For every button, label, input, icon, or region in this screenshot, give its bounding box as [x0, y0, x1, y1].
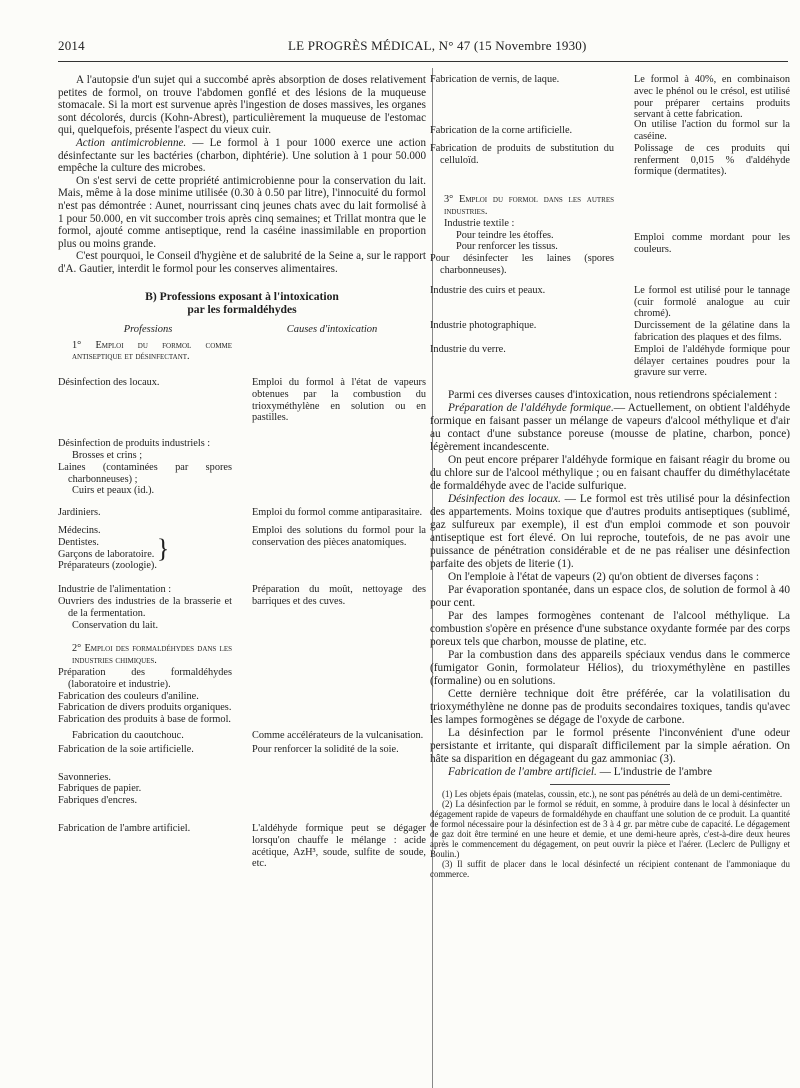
footnote-2: (2) La désinfection par le formol se réduit, en somme, à produire dans le local à désinfecter un dégagement rapide de vapeurs de formaldéhyde en chauffant une solution de ce produit. La quantité de formol nécessaire pour la désinfection est de 3 à 4 gr. par mètre cube de capacité. Le dégagement de gaz doit être terminé en une heure et demie, et une demi-heure après, c'est-à-dire deux heures après le commencement du dégagement, on peut ouvrir la pièce et l'aérer. (Leclerc de Pulligny et Boulin.) [430, 799, 790, 860]
profession-cell: Désinfection des locaux. [58, 377, 160, 389]
amber-text: — L'industrie de l'ambre [596, 766, 712, 779]
profession-subitem: Fabrication des couleurs d'aniline. [58, 690, 199, 702]
brace-glyph: } [156, 533, 170, 563]
profession-subitem: Brosses et crins ; [72, 450, 143, 462]
footnote-1: (1) Les objets épais (matelas, coussin, etc.), ne sont pas pénétrés au delà de un demi-centimètre. [442, 789, 783, 800]
section-b-line1: B) Professions exposant à l'intoxication [145, 289, 339, 303]
cause-cell: Emploi du formol comme antiparasitaire. [252, 507, 423, 519]
profession-subitem: Préparation des formaldéhydes (laboratoire et industrie). [58, 667, 232, 690]
profession-cell: Fabrication du caoutchouc. [72, 730, 184, 742]
col-head-professions: Professions [123, 323, 173, 335]
table-row [58, 340, 426, 364]
table-row [58, 730, 426, 742]
profession-cell: Fabrication de l'ambre artificiel. [58, 823, 191, 834]
profession-subitem: Pour teindre les étoffes. [456, 229, 554, 241]
text-paragraph: La désinfection par le formol présente l'inconvénient d'une odeur persistante et irritante, qui disparaît difficilement par la simple aération. On hâte sa disparition en dégageant du gaz ammoniac (3). [430, 727, 790, 766]
table-row [58, 667, 426, 726]
profession-subtitle: Industrie de l'alimentation : [58, 584, 172, 596]
action-text: — Le formol à 1 pour 1000 exerce une action désinfectante sur les bactéries (charbon, diphtérie). Une solution à 1 pour 50.000 empêche la culture des microbes. [58, 136, 427, 175]
table-row [58, 772, 426, 807]
section-b-heading [58, 290, 426, 316]
professions-table-continued [430, 74, 790, 379]
text-paragraph: Par évaporation spontanée, dans un espace clos, de solution de formol à 40 pour cent. [430, 584, 790, 610]
profession-cell: Fabrication de la soie artificielle. [58, 743, 194, 755]
cause-cell: Emploi du formol à l'état de vapeurs obtenues par la combustion du trioxyméthylène en solution ou en pastilles. [252, 377, 426, 424]
profession-subitem: Laines (contaminées par spores charbonneuses) ; [58, 461, 232, 485]
profession-item: Fabriques de papier. [58, 783, 142, 795]
profession-cell [430, 218, 620, 277]
profession-subitem: Fabrication de divers produits organiques. [58, 702, 232, 714]
cause-cell: Emploi de l'aldéhyde formique pour délayer certaines poudres pour la gravure sur verre. [634, 343, 790, 379]
table-row [430, 74, 790, 121]
profession-cell [58, 438, 238, 497]
amber-title: Fabrication de l'ambre artificiel. [448, 766, 597, 779]
action-title: Action antimicrobienne. [76, 136, 187, 149]
profession-subitem: Ouvriers des industries de la brasserie et de la fermentation. [58, 596, 232, 619]
col-head-causes: Causes d'intoxication [286, 323, 378, 335]
profession-item: Savonneries. [58, 771, 111, 783]
preparation-text: — Actuellement, on obtient l'aldéhyde formique en faisant passer un mélange de vapeurs d'alcool méthylique et d'air au contact d'une substance poreuse (mousse de platine, charbon, ponce) légèrement incandescente. [430, 402, 790, 454]
left-column [58, 74, 426, 870]
cause-cell: Polissage de ces produits qui renferment 0,015 % d'aldéhyde formique (dermatites). [634, 142, 790, 178]
milk-paragraph: On s'est servi de cette propriété antimicrobienne pour la conservation du lait. Mais, même à la dose minime utilisée (0.30 à 0.50 par litre), l'innocuité du formol n'est pas démontrée : Aunet, nourrissant cinq jeunes chats avec du lait formolisé à 1 pour 50.000, en vit succomber trois après cinq semaines; et Trillat montra que le formol, ajouté comme antiseptique, rend la caséine inassimilable en proportion plus ou moins grande. [58, 174, 426, 250]
profession-subitem: Fabrication des produits à base de formol. [58, 714, 232, 726]
cause-cell: Le formol à 40%, en combinaison avec le phénol ou le crésol, est utilisé pour préparer certains produits servant à cette fabrication. [634, 74, 790, 121]
profession-cell: Industrie des cuirs et peaux. [430, 284, 546, 296]
cause-cell: Comme accélérateurs de la vulcanisation. [252, 730, 424, 742]
profession-item: Fabriques d'encres. [58, 795, 138, 807]
profession-cell: Industrie du verre. [430, 343, 506, 355]
table-row [58, 507, 426, 519]
profession-subtitle: Désinfection de produits industriels : [58, 438, 211, 450]
disinfection-text: — Le formol est très utilisé pour la désinfection des appartements. Moins toxique que d'autres produits antiseptiques (sublimé, gaz sulfureux par exemple), il est d'un emploi commode et son pouvoir antiseptique est fort élevé. On lui reproche, toutefois, de ne pas avoir une puissance de pénétration considérable et de ne pas réaliser une désinfection parfaite des objets de literie (1). [430, 493, 791, 571]
profession-item: Préparateurs (zoologie). [58, 560, 157, 572]
footnote-rule [550, 784, 670, 785]
profession-subitem: Pour renforcer les tissus. [456, 241, 558, 253]
cause-cell: Emploi des solutions du formol pour la conservation des pièces anatomiques. [252, 525, 426, 548]
text-paragraph: Par des lampes formogènes contenant de l'alcool méthylique. La combustion s'opère en présence d'une substance oxydante formée par des corps poreux tels que charbon, mousse de platine, etc. [430, 610, 790, 649]
table-row [58, 438, 426, 497]
table-row [430, 344, 790, 379]
section-b-line2: par les formaldéhydes [187, 302, 297, 316]
amber-paragraph [430, 766, 790, 779]
table-row [58, 823, 426, 870]
table-row [430, 119, 790, 143]
running-title: LE PROGRÈS MÉDICAL, N° 47 (15 Novembre 1930) [288, 38, 587, 53]
professions-table [58, 340, 426, 871]
profession-item: Médecins. [58, 525, 101, 537]
preparation-title: Préparation de l'aldéhyde formique. [448, 402, 614, 415]
disinfection-paragraph [430, 493, 790, 571]
table-row [58, 744, 426, 756]
section-3-title: 3° Emploi du formol dans les autres industries. [444, 194, 614, 217]
table-row [430, 218, 790, 277]
table-row [430, 143, 790, 178]
table-row [58, 643, 426, 667]
table-column-headers [58, 324, 426, 336]
text-paragraph: On l'emploie à l'état de vapeurs (2) qu'on obtient de diverses façons : [448, 571, 760, 584]
page-number: 2014 [58, 38, 85, 53]
table-row [58, 377, 426, 424]
profession-cell [58, 667, 238, 726]
text-paragraph: Par la combustion dans des appareils spéciaux vendus dans le commerce (fumigator Gonin, formolateur Hélios), du trioxyméthylène en pastilles (formaline) ou en solutions. [430, 649, 790, 688]
cause-cell: Le formol est utilisé pour le tannage (cuir formolé analogue au cuir chromé). [634, 284, 790, 320]
profession-cell: Fabrication de produits de substitution du celluloïd. [430, 142, 614, 166]
cause-cell: On utilise l'action du formol sur la caséine. [634, 119, 790, 142]
profession-subitem: Conservation du lait. [72, 619, 159, 631]
text-paragraph: On peut encore préparer l'aldéhyde formique en faisant réagir du brome ou du chlore sur de l'alcool méthylique ; ou en faisant chauffer du diméthylacétate de formaldéhyde avec de l'acide sulfurique. [430, 454, 790, 493]
cause-cell: Durcissement de la gélatine dans la fabrication des plaques et des films. [634, 320, 790, 343]
page-header [58, 38, 788, 58]
profession-subitem: Pour désinfecter les laines (spores charbonneuses). [430, 253, 614, 276]
cause-cell: Préparation du moût, nettoyage des barriques et des cuves. [252, 584, 426, 608]
header-rule [58, 61, 788, 62]
profession-subtitle: Industrie textile : [444, 217, 515, 229]
disinfection-title: Désinfection des locaux. [448, 493, 561, 506]
section-1-title: 1° Emploi du formol comme antiseptique et désinfectant. [72, 339, 232, 363]
preparation-paragraph [430, 402, 790, 454]
action-paragraph [58, 137, 426, 175]
section-2-title: 2° Emploi des formaldéhydes dans les industries chimiques. [72, 643, 232, 667]
text-paragraph: Cette dernière technique doit être préférée, car la volatilisation du trioxyméthylène ne donne pas de produits secondaires toxiques, tandis qu'avec les lampes formogènes se dégage de l'oxyde de carbone. [430, 688, 790, 727]
cause-cell: Emploi comme mordant pour les couleurs. [634, 231, 790, 255]
footnote-3: (3) Il suffit de placer dans le local désinfecté un récipient contenant de l'ammoniaque du commerce. [430, 859, 790, 880]
profession-cell: Fabrication de vernis, de laque. [430, 74, 560, 85]
table-row [430, 194, 790, 218]
council-paragraph: C'est pourquoi, le Conseil d'hygiène et de salubrité de la Seine a, sur le rapport d'A. Gautier, interdit le formol pour les conserves alimentaires. [58, 250, 426, 275]
table-row [58, 584, 426, 631]
profession-item: Dentistes. [58, 536, 99, 548]
profession-cell: Jardiniers. [58, 507, 101, 519]
table-row [58, 525, 426, 572]
profession-subitem: Cuirs et peaux (id.). [72, 485, 155, 497]
right-column [430, 74, 790, 879]
profession-cell [58, 772, 238, 807]
profession-cell [58, 525, 238, 572]
cause-cell: Pour renforcer la solidité de la soie. [252, 743, 399, 755]
autopsy-paragraph: A l'autopsie d'un sujet qui a succombé après absorption de doses relativement petites de formol, on trouve l'abdomen gonflé et des lésions de la muqueuse stomacale. Si la mort est survenue après l'ingestion de doses massives, les organes sont décolorés, durcis (Kohn-Abrest), particulièrement la muqueuse de l'estomac qui, quelquefois, présente l'aspect du vieux cuir. [58, 74, 426, 137]
cause-cell: L'aldéhyde formique peut se dégager lorsqu'on chauffe le mélange : acide acétique, AzH³, soude, sulfite de soude, etc. [252, 823, 426, 870]
text-paragraph: Parmi ces diverses causes d'intoxication, nous retiendrons spécialement : [448, 389, 778, 402]
profession-cell: Industrie photographique. [430, 320, 537, 332]
profession-item: Garçons de laboratoire. [58, 548, 155, 560]
profession-cell: Fabrication de la corne artificielle. [430, 125, 573, 137]
profession-cell [58, 584, 238, 631]
